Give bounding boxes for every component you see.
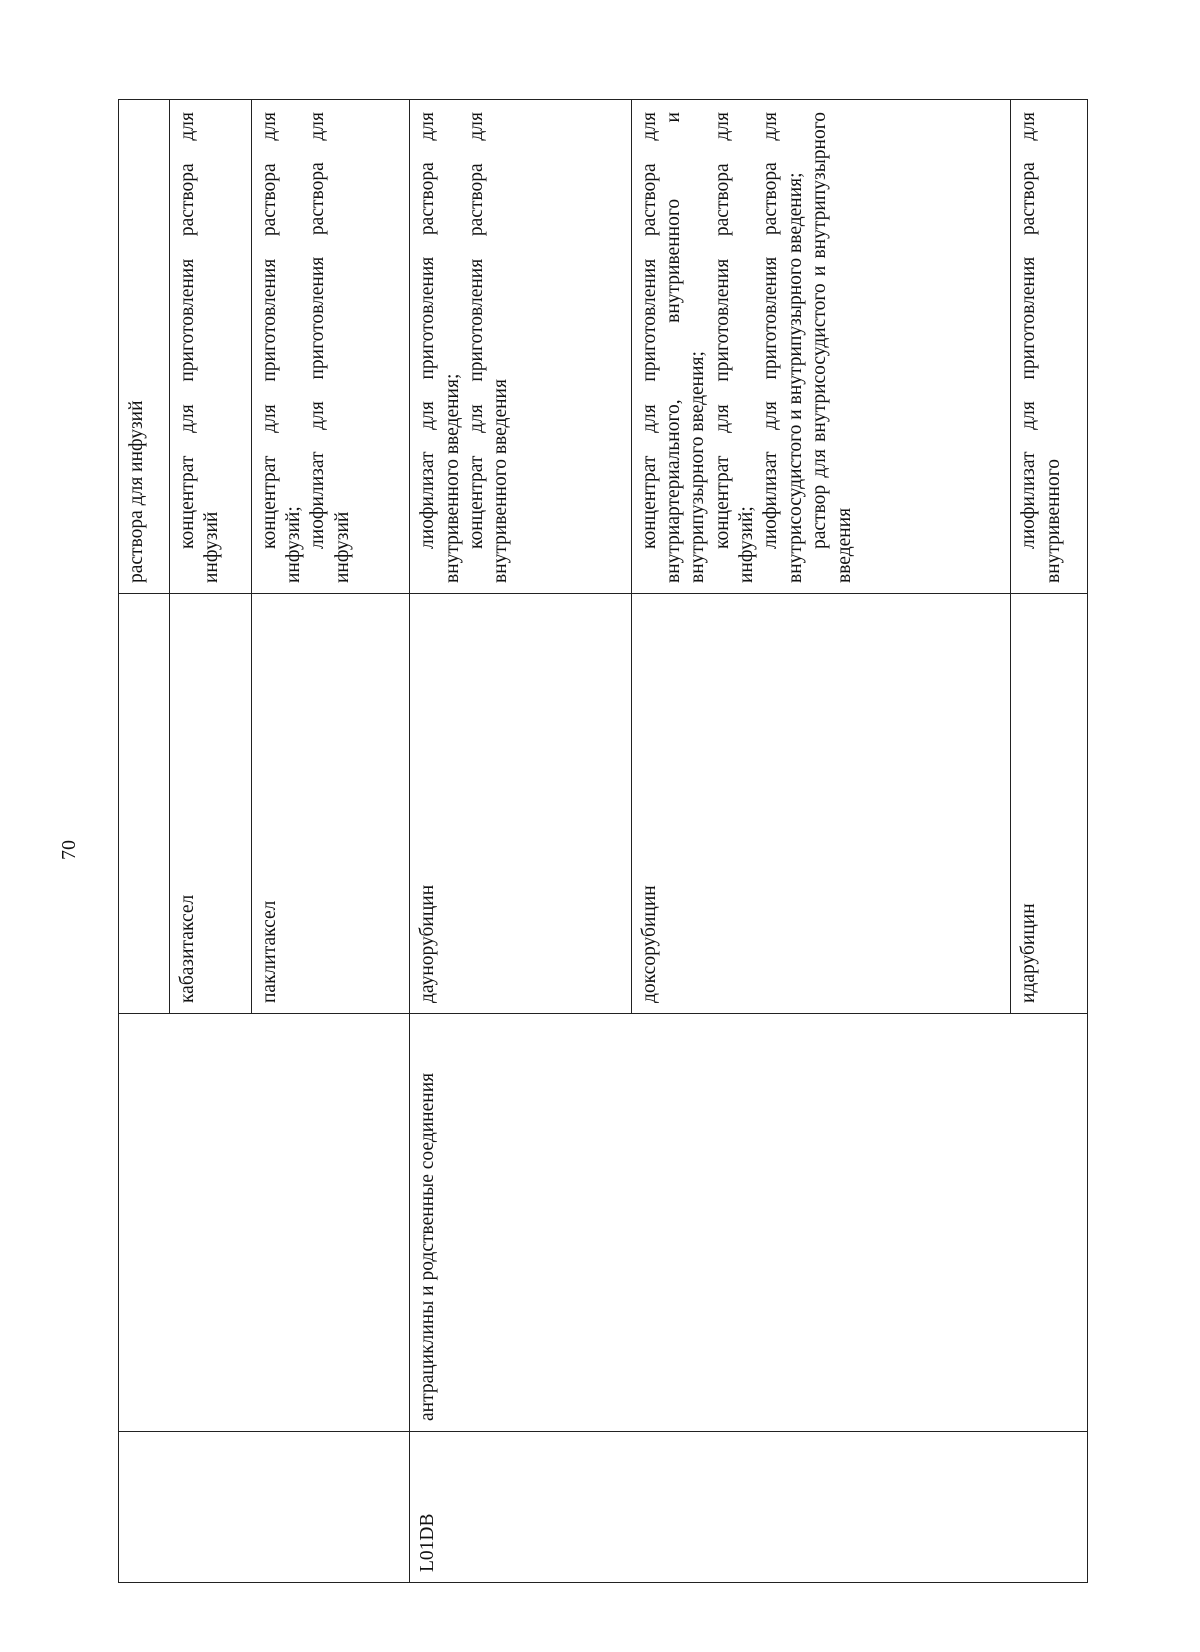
dosage-form-cell <box>251 100 410 594</box>
drug-name: паклитаксел <box>258 900 280 1003</box>
dosage-form: лиофилизат для приготовления раствора для внутривенного <box>1018 112 1064 583</box>
page-number: 70 <box>58 840 80 860</box>
dosage-form-cell <box>119 100 170 594</box>
atc-code: L01DB <box>417 1513 439 1572</box>
dosage-form: раствор для внутрисосудистого и внутрипузырного введения <box>809 112 855 583</box>
atc-code-cell <box>119 1432 410 1583</box>
drug-name-cell <box>631 594 1011 1014</box>
dosage-form: концентрат для приготовления раствора для инфузий; <box>711 112 758 583</box>
group-cell <box>410 1014 1088 1432</box>
drug-name: идарубицин <box>1018 903 1040 1003</box>
group-cell <box>119 1014 410 1432</box>
drug-name-cell <box>169 594 251 1014</box>
dosage-form: лиофилизат для приготовления раствора для инфузий <box>307 112 353 583</box>
drug-name: даунорубицин <box>417 884 439 1003</box>
rotated-page-content <box>118 100 1088 1583</box>
drug-name: доксорубицин <box>638 885 660 1003</box>
dosage-form: концентрат для приготовления раствора для инфузий; <box>258 112 305 583</box>
pharmacological-group: антрациклины и родственные соединения <box>417 1072 439 1421</box>
dosage-form: концентрат для приготовления раствора для внутриартериального, внутривенного и внутрипузырного введения; <box>638 112 709 583</box>
dosage-form: раствора для инфузий <box>126 400 147 583</box>
dosage-form: лиофилизат для приготовления раствора для внутривенного введения; <box>417 112 463 583</box>
dosage-form: концентрат для приготовления раствора для инфузий <box>176 112 223 583</box>
drug-name-cell <box>410 594 631 1014</box>
table-row <box>119 100 170 1583</box>
dosage-form: концентрат для приготовления раствора для внутривенного введения <box>466 112 512 583</box>
dosage-form-cell <box>410 100 631 594</box>
dosage-form-cell <box>1011 100 1088 594</box>
drug-name-cell <box>119 594 170 1014</box>
drug-table <box>118 99 1088 1583</box>
drug-name-cell <box>251 594 410 1014</box>
drug-name-cell <box>1011 594 1088 1014</box>
dosage-form: лиофилизат для приготовления раствора для внутрисосудистого и внутрипузырного введения; <box>760 112 806 583</box>
drug-name: кабазитаксел <box>176 894 198 1003</box>
dosage-form-cell <box>169 100 251 594</box>
atc-code-cell <box>410 1432 1088 1583</box>
dosage-form-cell <box>631 100 1011 594</box>
table-row <box>410 100 631 1583</box>
